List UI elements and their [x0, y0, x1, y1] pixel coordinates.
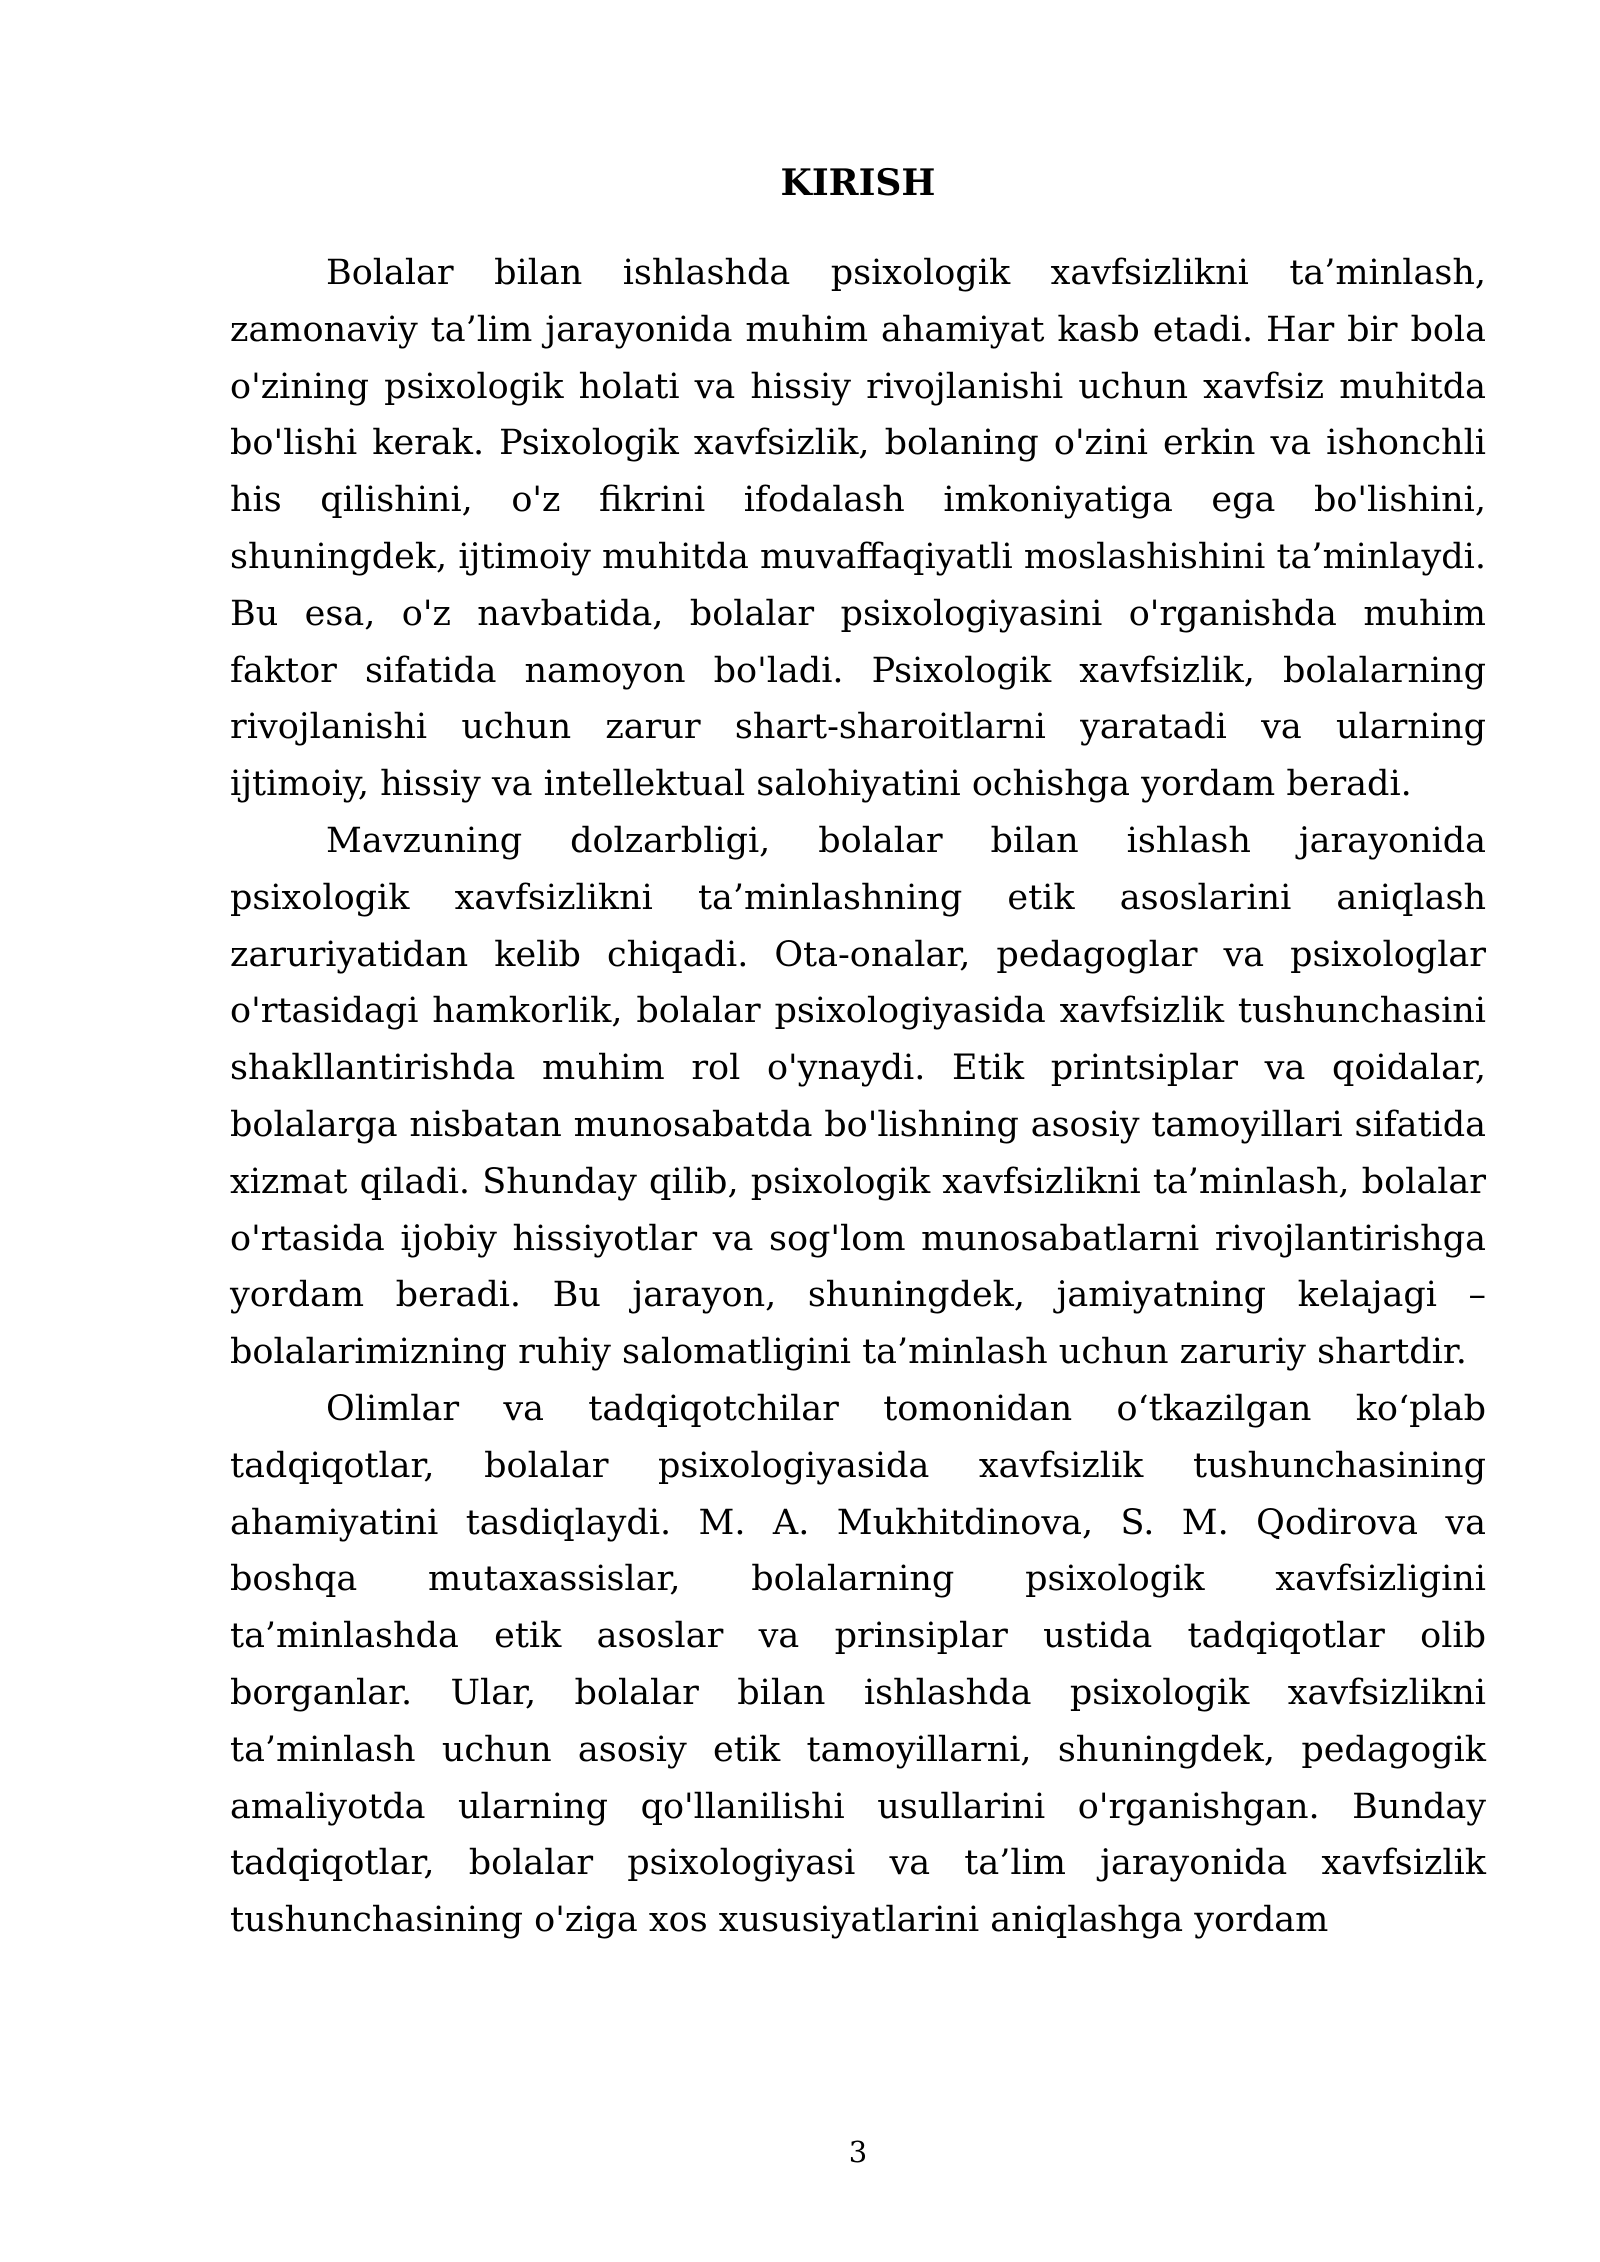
paragraph-3: Olimlar va tadqiqotchilar tomonidan o‘tkazilgan ko‘plab tadqiqotlar, bolalar psixologiyasida xavfsizlik tushunchasining ahamiyatini tasdiqlaydi. M. A. Mukhitdinova, S. M. Qodirova va boshqa mutaxassislar, bolalarning psixologik xavfsizligini ta’minlashda etik asoslar va prinsiplar ustida tadqiqotlar olib borganlar. Ular, bolalar bilan ishlashda psixologik xavfsizlikni ta’minlash uchun asosiy etik tamoyillarni, shuningdek, pedagogik amaliyotda ularning qo'llanilishi usullarini o'rganishgan. Bunday tadqiqotlar, bolalar psixologiyasi va ta’lim jarayonida xavfsizlik tushunchasining o'ziga xos xususiyatlarini aniqlashga yordam: [230, 1388, 1486, 1941]
document-body: [230, 245, 1486, 1949]
page-number: 3: [848, 2135, 868, 2169]
page-title: KIRISH: [780, 162, 936, 204]
paragraph-1: Bolalar bilan ishlashda psixologik xavfsizlikni ta’minlash, zamonaviy ta’lim jarayonida muhim ahamiyat kasb etadi. Har bir bola o'zining psixologik holati va hissiy rivojlanishi uchun xavfsiz muhitda bo'lishi kerak. Psixologik xavfsizlik, bolaning o'zini erkin va ishonchli his qilishini, o'z fikrini ifodalash imkoniyatiga ega bo'lishini, shuningdek, ijtimoiy muhitda muvaffaqiyatli moslashishini ta’minlaydi. Bu esa, o'z navbatida, bolalar psixologiyasini o'rganishda muhim faktor sifatida namoyon bo'ladi. Psixologik xavfsizlik, bolalarning rivojlanishi uchun zarur shart-sharoitlarni yaratadi va ularning ijtimoiy, hissiy va intellektual salohiyatini ochishga yordam beradi.: [230, 253, 1486, 805]
paragraph-2: Mavzuning dolzarbligi, bolalar bilan ishlash jarayonida psixologik xavfsizlikni ta’minlashning etik asoslarini aniqlash zaruriyatidan kelib chiqadi. Ota-onalar, pedagoglar va psixologlar o'rtasidagi hamkorlik, bolalar psixologiyasida xavfsizlik tushunchasini shakllantirishda muhim rol o'ynaydi. Etik printsiplar va qoidalar, bolalarga nisbatan munosabatda bo'lishning asosiy tamoyillari sifatida xizmat qiladi. Shunday qilib, psixologik xavfsizlikni ta’minlash, bolalar o'rtasida ijobiy hissiyotlar va sog'lom munosabatlarni rivojlantirishga yordam beradi. Bu jarayon, shuningdek, jamiyatning kelajagi – bolalarimizning ruhiy salomatligini ta’minlash uchun zaruriy shartdir.: [230, 820, 1486, 1373]
heading-container: [230, 158, 1486, 208]
